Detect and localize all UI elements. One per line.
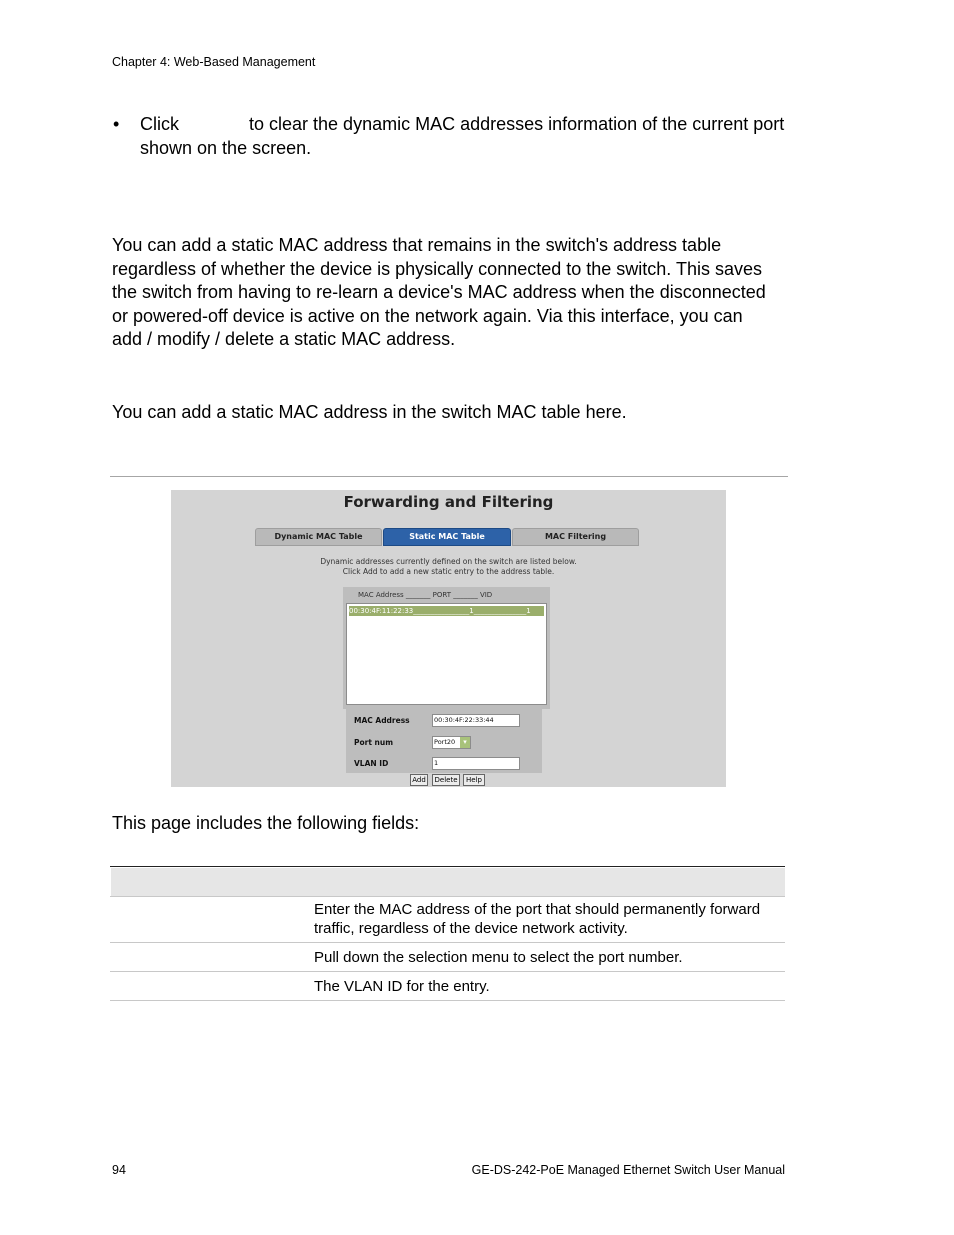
note-line-1: Dynamic addresses currently defined on the switch are listed below. <box>320 557 577 566</box>
port-num-label: Port num <box>354 738 394 747</box>
mac-address-label: MAC Address <box>354 716 410 725</box>
mac-list-row[interactable]: 00:30:4F:11:22:33________________1_______________1 <box>349 606 544 616</box>
add-button[interactable]: Add <box>410 774 428 786</box>
click-word: Click <box>140 114 179 134</box>
delete-button[interactable]: Delete <box>432 774 460 786</box>
tab-static-mac-table[interactable]: Static MAC Table <box>383 528 511 546</box>
port-num-select[interactable] <box>432 736 471 749</box>
tab-mac-filtering[interactable]: MAC Filtering <box>512 528 639 546</box>
mac-list-box[interactable] <box>346 603 547 705</box>
table-bottom-rule <box>110 1000 785 1001</box>
mac-list-header: MAC Address _______ PORT _______ VID <box>358 591 493 599</box>
table-top-rule <box>110 866 785 867</box>
screenshot-title: Forwarding and Filtering <box>343 493 554 511</box>
table-row-divider <box>110 942 785 943</box>
table-row-divider <box>110 971 785 972</box>
note-line-2: Click Add to add a new static entry to the address table. <box>342 566 555 576</box>
bullet-symbol: • <box>113 114 120 134</box>
figure-divider <box>110 476 788 477</box>
bullet-text <box>140 112 800 160</box>
mac-address-input[interactable]: 00:30:4F:22:33:44 <box>432 714 520 727</box>
table-header-row <box>111 868 785 896</box>
add-static-paragraph: You can add a static MAC address in the switch MAC table here. <box>112 402 627 422</box>
bullet-description: to clear the dynamic MAC addresses information of the current port shown on the screen. <box>140 114 785 158</box>
help-button[interactable]: Help <box>463 774 485 786</box>
table-header-divider <box>110 896 785 897</box>
port-num-value: Port20 <box>434 738 456 746</box>
vlan-id-input[interactable]: 1 <box>432 757 520 770</box>
static-mac-form <box>346 709 542 773</box>
chapter-header: Chapter 4: Web-Based Management <box>112 55 316 69</box>
mac-list-panel <box>343 587 550 709</box>
table-row-vlan-id: The VLAN ID for the entry. <box>314 978 490 995</box>
tab-dynamic-mac-table[interactable]: Dynamic MAC Table <box>255 528 382 546</box>
table-row-mac-address: Enter the MAC address of the port that should permanently forward traffic, regardless of the device network activity. <box>314 901 761 937</box>
chevron-down-icon[interactable]: ▾ <box>460 737 470 748</box>
screenshot-note <box>171 557 726 576</box>
table-row-port-num: Pull down the selection menu to select the port number. <box>314 949 683 966</box>
intro-paragraph: You can add a static MAC address that remains in the switch's address table regardless of whether the device is physically connected to the switch. This saves the switch from having to re-learn a device's MAC address when the disconnected or powered-off device is active on the network again. Via this interface, you can add / modify / delete a static MAC address. <box>112 235 766 349</box>
page-number: 94 <box>112 1163 126 1177</box>
forwarding-filtering-screenshot <box>171 490 726 787</box>
vlan-id-label: VLAN ID <box>354 759 389 768</box>
fields-intro-paragraph: This page includes the following fields: <box>112 813 420 833</box>
manual-title: GE-DS-242-PoE Managed Ethernet Switch User Manual <box>471 1163 785 1177</box>
